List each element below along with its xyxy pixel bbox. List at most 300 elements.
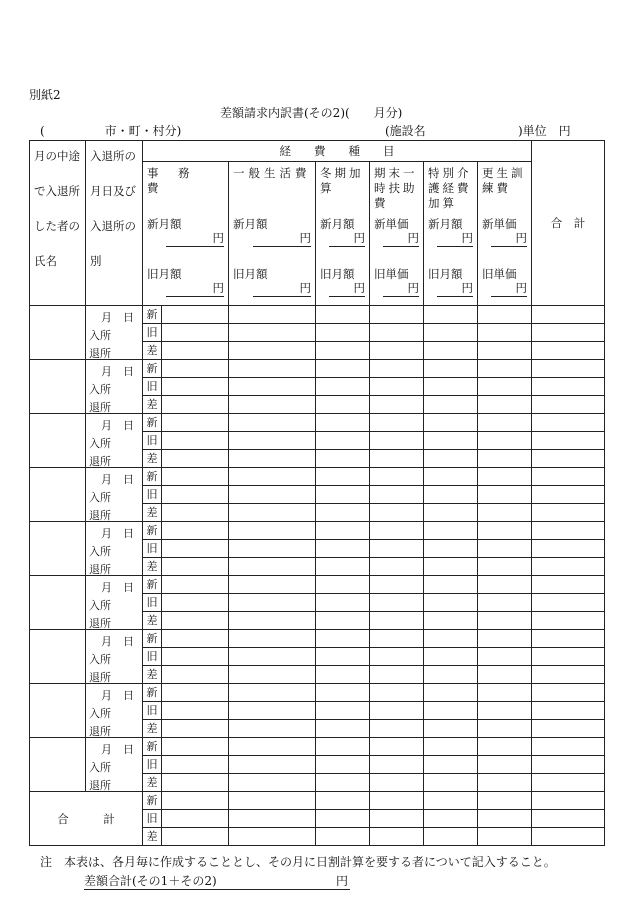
amount-cell[interactable] [424, 684, 478, 702]
total-amount-cell[interactable] [229, 810, 316, 828]
amount-cell[interactable] [532, 576, 605, 594]
total-amount-cell[interactable] [478, 792, 532, 810]
amount-cell[interactable] [478, 414, 532, 432]
amount-cell[interactable] [143, 738, 229, 756]
category-cell [316, 162, 370, 306]
amount-cell[interactable] [143, 468, 229, 486]
row-tag: 差 [143, 774, 162, 791]
enter-label: 入所 [89, 383, 111, 396]
row-tag: 差 [143, 666, 162, 683]
new-amount-label: 新月額 [147, 217, 182, 231]
amount-cell[interactable] [143, 630, 229, 648]
amount-cell[interactable] [370, 378, 424, 396]
facility-name-field: (施設名 [385, 124, 426, 138]
amount-cell[interactable] [370, 414, 424, 432]
amount-cell[interactable] [532, 756, 605, 774]
amount-cell[interactable] [532, 468, 605, 486]
amount-cell[interactable] [370, 432, 424, 450]
entry-exit-cell[interactable] [86, 522, 143, 576]
row-tag: 旧 [143, 756, 162, 773]
month-day-label: 月 日 [101, 581, 134, 594]
amount-cell[interactable] [532, 306, 605, 324]
amount-cell[interactable] [532, 558, 605, 576]
amount-cell[interactable] [424, 450, 478, 468]
amount-cell[interactable] [143, 702, 229, 720]
amount-cell[interactable] [143, 360, 229, 378]
amount-cell[interactable] [229, 342, 316, 360]
amount-cell[interactable] [229, 774, 316, 792]
amount-cell[interactable] [316, 648, 370, 666]
amount-cell[interactable] [316, 414, 370, 432]
amount-cell[interactable] [370, 738, 424, 756]
amount-cell[interactable] [143, 306, 229, 324]
amount-cell[interactable] [229, 738, 316, 756]
amount-cell[interactable] [370, 342, 424, 360]
amount-cell[interactable] [316, 594, 370, 612]
amount-cell[interactable] [370, 468, 424, 486]
amount-cell[interactable] [316, 342, 370, 360]
amount-cell[interactable] [143, 558, 229, 576]
amount-cell[interactable] [143, 486, 229, 504]
amount-cell[interactable] [424, 558, 478, 576]
category-name: 冬期加算 [320, 166, 364, 195]
amount-cell[interactable] [143, 450, 229, 468]
enter-label: 入所 [89, 761, 111, 774]
old-amount-yen: 円 [437, 280, 473, 297]
amount-cell[interactable] [370, 576, 424, 594]
amount-cell[interactable] [478, 612, 532, 630]
amount-cell[interactable] [316, 504, 370, 522]
amount-cell[interactable] [229, 720, 316, 738]
entry-exit-cell[interactable] [86, 738, 143, 792]
amount-cell[interactable] [143, 756, 229, 774]
entry-exit-cell[interactable] [86, 684, 143, 738]
total-amount-cell[interactable] [370, 792, 424, 810]
amount-cell[interactable] [229, 756, 316, 774]
amount-cell[interactable] [478, 648, 532, 666]
category-name: 更生訓練費 [482, 166, 526, 195]
amount-cell[interactable] [370, 450, 424, 468]
amount-cell[interactable] [478, 342, 532, 360]
person-name-cell[interactable] [30, 630, 86, 684]
amount-cell[interactable] [424, 576, 478, 594]
person-name-cell[interactable] [30, 414, 86, 468]
expense-type-header: 経 費 種 目 [143, 141, 532, 162]
amount-cell[interactable] [370, 558, 424, 576]
difference-total-label: 差額合計(その1＋その2) [84, 874, 217, 888]
amount-cell[interactable] [424, 648, 478, 666]
amount-cell[interactable] [143, 504, 229, 522]
month-day-label: 月 日 [101, 473, 134, 486]
row-tag: 旧 [143, 486, 162, 503]
amount-cell[interactable] [143, 684, 229, 702]
breakdown-table [29, 140, 605, 846]
grand-total-label: 合 計 [30, 792, 143, 846]
amount-cell[interactable] [532, 648, 605, 666]
amount-cell[interactable] [229, 702, 316, 720]
old-amount-label: 旧月額 [233, 267, 268, 281]
amount-cell[interactable] [229, 486, 316, 504]
amount-cell[interactable] [143, 540, 229, 558]
amount-cell[interactable] [370, 756, 424, 774]
amount-cell[interactable] [316, 360, 370, 378]
row-tag: 新 [143, 630, 162, 647]
amount-cell[interactable] [478, 630, 532, 648]
amount-cell[interactable] [478, 450, 532, 468]
amount-cell[interactable] [370, 666, 424, 684]
total-amount-cell[interactable] [532, 792, 605, 810]
old-amount-yen: 円 [383, 280, 419, 297]
amount-cell[interactable] [424, 468, 478, 486]
enter-label: 入所 [89, 653, 111, 666]
amount-cell[interactable] [424, 540, 478, 558]
amount-cell[interactable] [316, 684, 370, 702]
amount-cell[interactable] [143, 324, 229, 342]
amount-cell[interactable] [143, 666, 229, 684]
category-cell [229, 162, 316, 306]
amount-cell[interactable] [316, 702, 370, 720]
amount-cell[interactable] [424, 504, 478, 522]
amount-cell[interactable] [229, 576, 316, 594]
amount-cell[interactable] [316, 540, 370, 558]
amount-cell[interactable] [532, 522, 605, 540]
amount-cell[interactable] [478, 666, 532, 684]
amount-cell[interactable] [532, 594, 605, 612]
enter-label: 入所 [89, 545, 111, 558]
category-name: 期末一時扶助費 [374, 166, 418, 210]
total-amount-cell[interactable] [478, 828, 532, 846]
entry-exit-cell[interactable] [86, 468, 143, 522]
enter-label: 入所 [89, 437, 111, 450]
row-tag: 差 [143, 828, 162, 845]
amount-cell[interactable] [532, 684, 605, 702]
amount-cell[interactable] [316, 774, 370, 792]
amount-cell[interactable] [478, 468, 532, 486]
amount-cell[interactable] [316, 576, 370, 594]
total-amount-cell[interactable] [143, 792, 229, 810]
amount-cell[interactable] [478, 378, 532, 396]
amount-cell[interactable] [478, 522, 532, 540]
total-amount-cell[interactable] [316, 810, 370, 828]
new-amount-yen: 円 [491, 230, 527, 247]
amount-cell[interactable] [532, 324, 605, 342]
amount-cell[interactable] [370, 540, 424, 558]
amount-cell[interactable] [532, 702, 605, 720]
difference-total-yen: 円 [335, 874, 348, 888]
amount-cell[interactable] [143, 720, 229, 738]
amount-cell[interactable] [424, 612, 478, 630]
total-amount-cell[interactable] [316, 828, 370, 846]
amount-cell[interactable] [478, 432, 532, 450]
amount-cell[interactable] [478, 738, 532, 756]
amount-cell[interactable] [478, 594, 532, 612]
amount-cell[interactable] [424, 306, 478, 324]
amount-cell[interactable] [424, 324, 478, 342]
amount-cell[interactable] [478, 774, 532, 792]
amount-cell[interactable] [532, 720, 605, 738]
amount-cell[interactable] [424, 396, 478, 414]
old-amount-label: 旧単価 [374, 267, 409, 281]
amount-cell[interactable] [532, 738, 605, 756]
amount-cell[interactable] [478, 558, 532, 576]
amount-cell[interactable] [424, 360, 478, 378]
amount-cell[interactable] [316, 468, 370, 486]
amount-cell[interactable] [478, 396, 532, 414]
amount-cell[interactable] [532, 432, 605, 450]
amount-cell[interactable] [229, 414, 316, 432]
amount-cell[interactable] [143, 396, 229, 414]
person-name-cell[interactable] [30, 360, 86, 414]
municipality-field: ( 市・町・村分) [40, 124, 182, 138]
entry-exit-cell[interactable] [86, 414, 143, 468]
amount-cell[interactable] [229, 450, 316, 468]
amount-cell[interactable] [316, 432, 370, 450]
amount-cell[interactable] [532, 504, 605, 522]
amount-cell[interactable] [229, 612, 316, 630]
month-day-label: 月 日 [101, 689, 134, 702]
total-amount-cell[interactable] [370, 828, 424, 846]
total-amount-cell[interactable] [532, 828, 605, 846]
amount-cell[interactable] [229, 666, 316, 684]
person-name-cell[interactable] [30, 468, 86, 522]
amount-cell[interactable] [229, 468, 316, 486]
amount-cell[interactable] [316, 306, 370, 324]
amount-cell[interactable] [316, 612, 370, 630]
person-name-cell[interactable] [30, 522, 86, 576]
total-amount-cell[interactable] [478, 810, 532, 828]
amount-cell[interactable] [229, 432, 316, 450]
amount-cell[interactable] [478, 720, 532, 738]
amount-cell[interactable] [316, 378, 370, 396]
page-title: 差額請求内訳書(その2)( 月分) [220, 106, 403, 120]
amount-cell[interactable] [316, 450, 370, 468]
total-amount-cell[interactable] [424, 792, 478, 810]
amount-cell[interactable] [370, 324, 424, 342]
amount-cell[interactable] [424, 702, 478, 720]
amount-cell[interactable] [229, 396, 316, 414]
amount-cell[interactable] [143, 774, 229, 792]
amount-cell[interactable] [370, 504, 424, 522]
amount-cell[interactable] [478, 540, 532, 558]
header-line: 別 [90, 254, 102, 268]
amount-cell[interactable] [478, 756, 532, 774]
total-amount-cell[interactable] [143, 810, 229, 828]
amount-cell[interactable] [532, 450, 605, 468]
amount-cell[interactable] [229, 684, 316, 702]
amount-cell[interactable] [370, 774, 424, 792]
total-amount-cell[interactable] [229, 792, 316, 810]
total-amount-cell[interactable] [316, 792, 370, 810]
amount-cell[interactable] [424, 594, 478, 612]
amount-cell[interactable] [478, 306, 532, 324]
amount-cell[interactable] [532, 774, 605, 792]
amount-cell[interactable] [478, 504, 532, 522]
table-row [30, 576, 605, 594]
amount-cell[interactable] [229, 324, 316, 342]
new-amount-label: 新月額 [233, 217, 268, 231]
amount-cell[interactable] [229, 540, 316, 558]
row-tag: 新 [143, 576, 162, 593]
amount-cell[interactable] [229, 378, 316, 396]
person-name-cell[interactable] [30, 738, 86, 792]
amount-cell[interactable] [316, 756, 370, 774]
month-day-label: 月 日 [101, 527, 134, 540]
row-tag: 旧 [143, 324, 162, 341]
amount-cell[interactable] [370, 360, 424, 378]
amount-cell[interactable] [316, 324, 370, 342]
entry-exit-cell[interactable] [86, 576, 143, 630]
total-amount-cell[interactable] [229, 828, 316, 846]
amount-cell[interactable] [316, 738, 370, 756]
total-amount-cell[interactable] [424, 828, 478, 846]
amount-cell[interactable] [229, 558, 316, 576]
row-tag: 旧 [143, 594, 162, 611]
amount-cell[interactable] [316, 630, 370, 648]
footnote: 注 本表は、各月毎に作成することとし、その月に日割計算を要する者について記入すること。 [40, 855, 556, 869]
amount-cell[interactable] [370, 648, 424, 666]
amount-cell[interactable] [370, 306, 424, 324]
amount-cell[interactable] [424, 414, 478, 432]
amount-cell[interactable] [424, 522, 478, 540]
amount-cell[interactable] [370, 630, 424, 648]
total-amount-cell[interactable] [143, 828, 229, 846]
entry-exit-cell[interactable] [86, 306, 143, 360]
amount-cell[interactable] [532, 612, 605, 630]
row-tag: 新 [143, 792, 162, 809]
amount-cell[interactable] [532, 378, 605, 396]
amount-cell[interactable] [424, 378, 478, 396]
table-row [30, 414, 605, 432]
amount-cell[interactable] [229, 522, 316, 540]
amount-cell[interactable] [229, 630, 316, 648]
amount-cell[interactable] [424, 774, 478, 792]
amount-cell[interactable] [532, 342, 605, 360]
old-amount-label: 旧月額 [320, 267, 355, 281]
amount-cell[interactable] [143, 612, 229, 630]
amount-cell[interactable] [143, 648, 229, 666]
amount-cell[interactable] [424, 342, 478, 360]
amount-cell[interactable] [316, 720, 370, 738]
total-header: 合 計 [532, 141, 605, 306]
new-amount-yen: 円 [437, 230, 473, 247]
amount-cell[interactable] [229, 504, 316, 522]
exit-label: 退所 [89, 347, 111, 360]
amount-cell[interactable] [316, 666, 370, 684]
category-cell [478, 162, 532, 306]
amount-cell[interactable] [424, 738, 478, 756]
amount-cell[interactable] [229, 360, 316, 378]
entry-exit-cell[interactable] [86, 360, 143, 414]
exit-label: 退所 [89, 617, 111, 630]
header-line: で入退所 [34, 184, 80, 198]
amount-cell[interactable] [316, 396, 370, 414]
amount-cell[interactable] [532, 630, 605, 648]
amount-cell[interactable] [532, 414, 605, 432]
amount-cell[interactable] [316, 558, 370, 576]
old-amount-label: 旧単価 [482, 267, 517, 281]
amount-cell[interactable] [532, 486, 605, 504]
old-amount-yen: 円 [253, 280, 311, 297]
amount-cell[interactable] [370, 522, 424, 540]
amount-cell[interactable] [532, 666, 605, 684]
row-tag: 新 [143, 522, 162, 539]
amount-cell[interactable] [424, 432, 478, 450]
row-tag: 差 [143, 450, 162, 467]
amount-cell[interactable] [370, 486, 424, 504]
amount-cell[interactable] [424, 720, 478, 738]
amount-cell[interactable] [532, 540, 605, 558]
attachment-label: 別紙2 [29, 88, 61, 102]
table-row [30, 684, 605, 702]
person-name-cell[interactable] [30, 576, 86, 630]
amount-cell[interactable] [478, 576, 532, 594]
amount-cell[interactable] [143, 414, 229, 432]
amount-cell[interactable] [478, 360, 532, 378]
exit-label: 退所 [89, 779, 111, 792]
amount-cell[interactable] [424, 630, 478, 648]
amount-cell[interactable] [143, 522, 229, 540]
header-line: 入退所の [90, 219, 136, 233]
person-name-cell[interactable] [30, 306, 86, 360]
exit-label: 退所 [89, 509, 111, 522]
amount-cell[interactable] [370, 720, 424, 738]
amount-cell[interactable] [532, 360, 605, 378]
category-name: 事 務 費 [147, 166, 209, 195]
difference-total-line [84, 872, 350, 890]
date-type-header [86, 141, 143, 306]
amount-cell[interactable] [370, 612, 424, 630]
amount-cell[interactable] [143, 576, 229, 594]
amount-cell[interactable] [478, 702, 532, 720]
amount-cell[interactable] [478, 486, 532, 504]
amount-cell[interactable] [229, 648, 316, 666]
amount-cell[interactable] [424, 486, 478, 504]
header-line: した者の [34, 219, 80, 233]
new-amount-yen: 円 [329, 230, 365, 247]
amount-cell[interactable] [316, 522, 370, 540]
person-name-cell[interactable] [30, 684, 86, 738]
amount-cell[interactable] [143, 594, 229, 612]
total-amount-cell[interactable] [370, 810, 424, 828]
amount-cell[interactable] [478, 684, 532, 702]
new-amount-label: 新単価 [482, 217, 517, 231]
amount-cell[interactable] [478, 324, 532, 342]
amount-cell[interactable] [229, 594, 316, 612]
amount-cell[interactable] [229, 306, 316, 324]
new-amount-yen: 円 [383, 230, 419, 247]
amount-cell[interactable] [143, 432, 229, 450]
month-day-label: 月 日 [101, 365, 134, 378]
amount-cell[interactable] [370, 594, 424, 612]
row-tag: 旧 [143, 540, 162, 557]
amount-cell[interactable] [370, 396, 424, 414]
amount-cell[interactable] [370, 702, 424, 720]
amount-cell[interactable] [143, 378, 229, 396]
amount-cell[interactable] [532, 396, 605, 414]
entry-exit-cell[interactable] [86, 630, 143, 684]
header-line: 月日及び [90, 184, 136, 198]
amount-cell[interactable] [424, 666, 478, 684]
amount-cell[interactable] [143, 342, 229, 360]
old-amount-yen: 円 [329, 280, 365, 297]
amount-cell[interactable] [370, 684, 424, 702]
total-amount-cell[interactable] [424, 810, 478, 828]
row-tag: 旧 [143, 378, 162, 395]
amount-cell[interactable] [424, 756, 478, 774]
new-amount-yen: 円 [166, 230, 224, 247]
total-amount-cell[interactable] [532, 810, 605, 828]
amount-cell[interactable] [316, 486, 370, 504]
